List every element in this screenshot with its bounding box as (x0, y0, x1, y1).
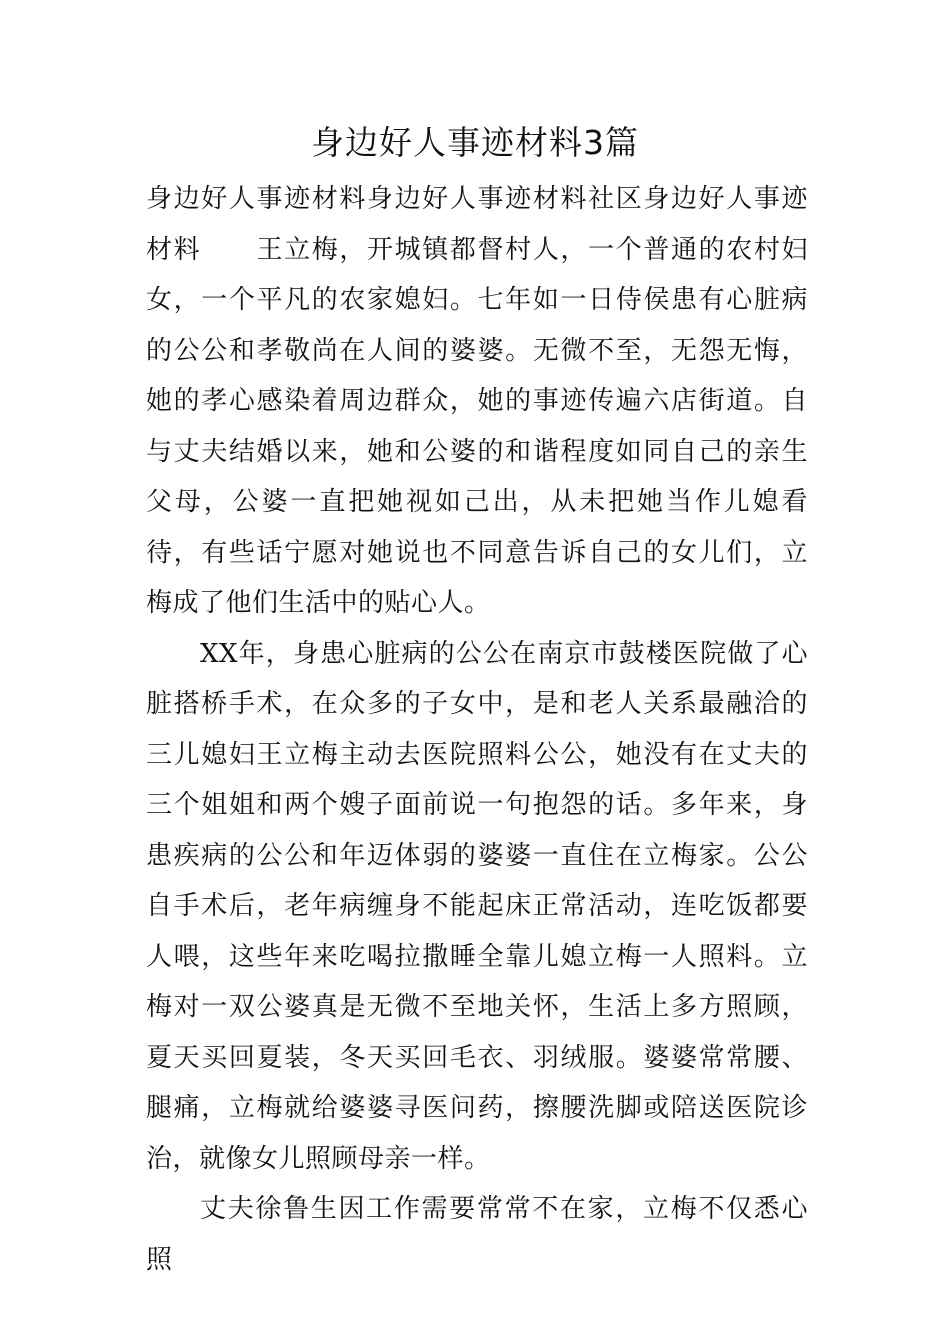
paragraph-3: 丈夫徐鲁生因工作需要常常不在家，立梅不仅悉心照 (146, 1194, 808, 1275)
document-title: 身边好人事迹材料3篇 (311, 123, 639, 162)
document-body (146, 174, 808, 1285)
paragraph-2: XX年，身患心脏病的公公在南京市鼓楼医院做了心脏搭桥手术，在众多的子女中，是和老人关系最融洽的三儿媳妇王立梅主动去医院照料公公，她没有在丈夫的三个姐姐和两个嫂子面前说一句抱怨的话。多年来，身患疾病的公公和年迈体弱的婆婆一直住在立梅家。公公自手术后，老年病缠身不能起床正常活动，连吃饭都要人喂，这些年来吃喝拉撒睡全靠儿媳立梅一人照料。立梅对一双公婆真是无微不至地关怀，生活上多方照顾，夏天买回夏装，冬天买回毛衣、羽绒服。婆婆常常腰、腿痛，立梅就给婆婆寻医问药，擦腰洗脚或陪送医院诊治，就像女儿照顾母亲一样。 (146, 638, 808, 1174)
paragraph-1: 身边好人事迹材料身边好人事迹材料社区身边好人事迹材料 王立梅，开城镇都督村人，一个普通的农村妇女，一个平凡的农家媳妇。七年如一日侍侯患有心脏病的公公和孝敬尚在人间的婆婆。无微不至，无怨无悔，她的孝心感染着周边群众，她的事迹传遍六店街道。自与丈夫结婚以来，她和公婆的和谐程度如同自己的亲生父母，公婆一直把她视如己出，从未把她当作儿媳看待，有些话宁愿对她说也不同意告诉自己的女儿们，立梅成了他们生活中的贴心人。 (146, 184, 808, 618)
